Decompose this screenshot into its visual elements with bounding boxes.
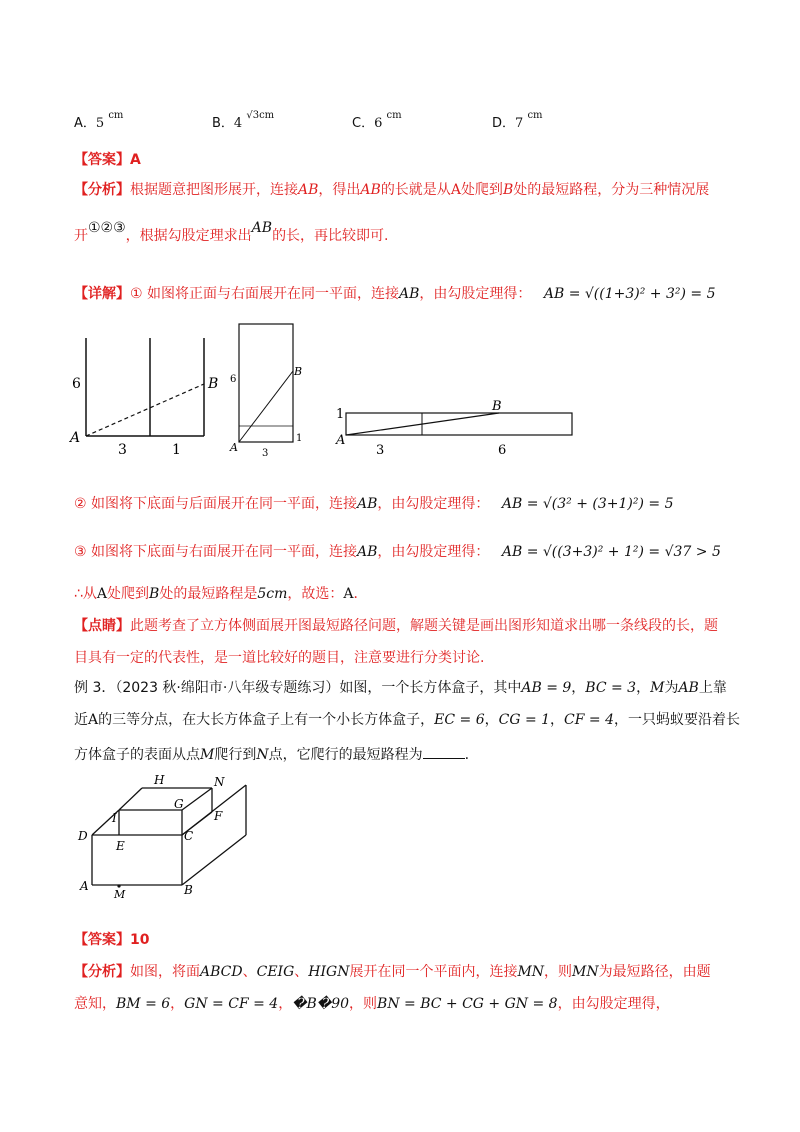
eq-2: AB = √(3² + (3+1)²) = 5 <box>501 496 674 512</box>
box-label-m: M <box>114 888 126 900</box>
fig2-label-3: 3 <box>262 448 269 459</box>
analysis3-line-1: 【分析】如图，将面ABCD、CEIG、HIGN展开在同一个平面内，连接MN，则MN为最短路径，由题 <box>74 964 711 980</box>
option-b: B．4 $^{√3cm}$ <box>212 110 275 131</box>
box-label-h: H <box>154 773 165 787</box>
box-label-b: B <box>184 883 193 897</box>
small-edge-gn <box>182 788 212 810</box>
answer3-line: 【答案】10 <box>74 932 150 948</box>
option-c: C．6 $^{cm}$ <box>352 110 402 131</box>
fig2-label-b: B <box>294 365 303 378</box>
fig3-label-a: A <box>336 433 346 448</box>
analysis-line-2: 开①②③，根据勾股定理求出AB的长，再比较即可. <box>74 220 389 244</box>
fig2-path-ab <box>239 371 293 442</box>
answer3-value: 10 <box>130 932 150 948</box>
fig1-label-3: 3 <box>118 442 127 458</box>
fig1-label-a: A <box>70 430 81 446</box>
comment-line-2: 目具有一定的代表性，是一道比较好的题目，注意要进行分类讨论. <box>74 650 485 666</box>
fig3-label-b: B <box>492 399 502 414</box>
fig3-rect <box>346 413 572 435</box>
figure-unfold-2 <box>222 316 312 460</box>
fig3-label-1: 1 <box>336 407 345 422</box>
fig2-rect <box>239 324 293 442</box>
box-label-i: I <box>112 811 117 825</box>
fig2-label-6: 6 <box>230 374 237 385</box>
figure-box <box>74 770 264 900</box>
box-label-f: F <box>214 809 223 823</box>
detail-line: 【详解】① 如图将正面与右面展开在同一平面，连接AB，由勾股定理得： AB = √((1+3)² + 3²) = 5 <box>74 286 716 302</box>
analysis-line-1: 【分析】根据题意把图形展开，连接AB，得出AB的长就是从A处爬到B处的最短路程，分为三种情况展 <box>74 182 710 198</box>
option-d: D．7 $^{cm}$ <box>492 110 543 131</box>
option-a: A．5 $^{cm}$ <box>74 110 124 131</box>
answer-line <box>74 150 141 170</box>
small-edge-ih <box>119 788 142 810</box>
fig1-label-1: 1 <box>172 442 181 458</box>
fig3-label-6: 6 <box>498 443 507 458</box>
example3-line-3: 方体盒子的表面从点M爬行到N点，它爬行的最短路程为 . <box>74 744 469 765</box>
box-label-d: D <box>78 829 88 843</box>
fig1-label-6: 6 <box>72 376 81 392</box>
fig2-label-a: A <box>230 441 238 454</box>
case-2-line: ② 如图将下底面与后面展开在同一平面，连接AB，由勾股定理得： AB = √(3² + (3+1)²) = 5 <box>74 496 674 512</box>
comment-line-1: 【点睛】此题考查了立方体侧面展开图最短路径问题，解题关键是画出图形知道求出哪一条线段的长，题 <box>74 618 718 634</box>
answer-tag: 【答案】 <box>74 152 130 168</box>
box-label-e: E <box>116 839 125 853</box>
figure-unfold-3 <box>334 398 584 460</box>
eq-1: AB = √((1+3)² + 3²) = 5 <box>543 286 716 302</box>
figure-unfold-1 <box>62 326 222 461</box>
example3-line-1: 例 3．（2023 秋·绵阳市·八年级专题练习）如图，一个长方体盒子，其中AB = 9，BC = 3，M为AB上靠 <box>74 680 727 696</box>
example3-line-2: 近A的三等分点，在大长方体盒子上有一个小长方体盒子，EC = 6，CG = 1，CF = 4，一只蚂蚁要沿着长 <box>74 712 741 728</box>
fig2-label-1: 1 <box>296 433 303 444</box>
case-3-line: ③ 如图将下底面与右面展开在同一平面，连接AB，由勾股定理得： AB = √((3+3)² + 1²) = √37 > 5 <box>74 544 721 560</box>
fig1-label-b: B <box>208 376 219 392</box>
box-label-n: N <box>214 775 225 789</box>
analysis3-line-2: 意知，BM = 6，GN = CF = 4，�B�90，则BN = BC + CG + GN = 8，由勾股定理得， <box>74 996 670 1012</box>
answer-blank <box>423 744 465 759</box>
answer-value: A <box>130 152 141 168</box>
box-label-a: A <box>80 879 89 893</box>
box-label-g: G <box>174 797 184 811</box>
fig1-path-ab <box>86 384 204 436</box>
conclusion-line: ∴从A处爬到B处的最短路程是5cm，故选：A． <box>74 586 368 602</box>
eq-3: AB = √((3+3)² + 1²) = √37 > 5 <box>501 544 721 560</box>
box-label-c: C <box>184 829 194 843</box>
fig3-label-3: 3 <box>376 443 385 458</box>
